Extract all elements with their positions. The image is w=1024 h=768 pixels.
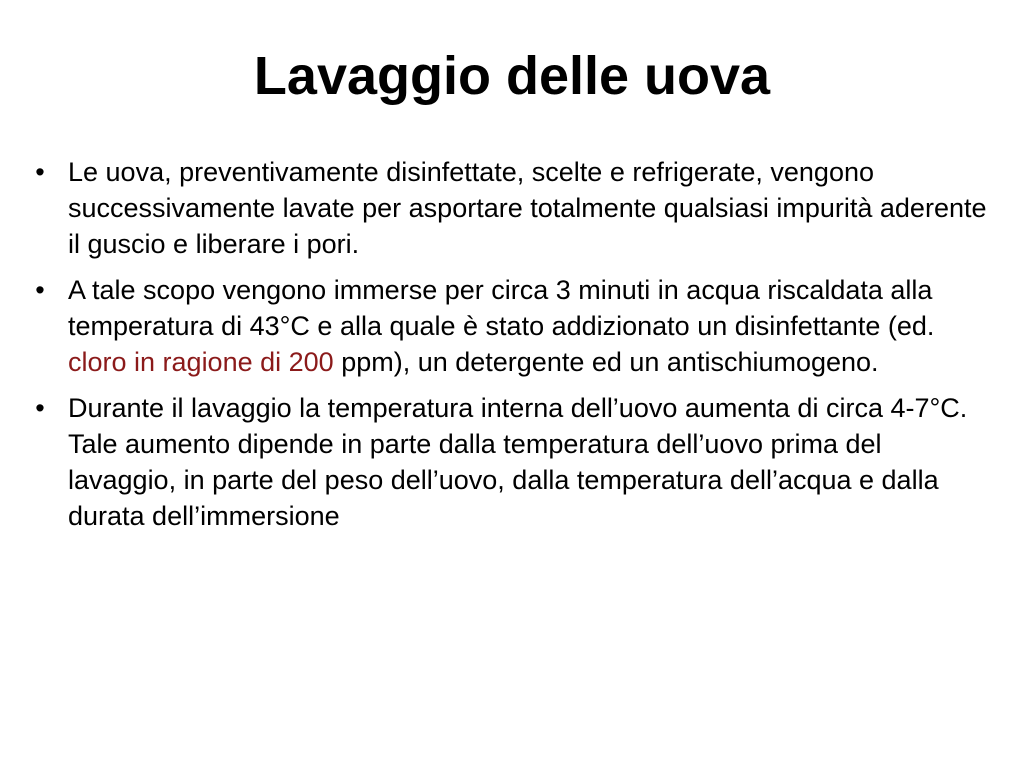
bullet-icon: • — [35, 275, 45, 305]
bullet-item-3 — [35, 390, 988, 534]
bullet-text-2-before: A tale scopo vengono immerse per circa 3 minuti in acqua riscaldata alla temperatura di 43°C e alla quale è stato addizionato un disinfettante (ed. — [68, 275, 935, 341]
bullet-text-2-after: ppm), un detergente ed un antischiumogeno. — [333, 347, 879, 377]
bullet-list — [35, 154, 988, 544]
bullet-icon: • — [35, 157, 45, 187]
bullet-item-1 — [35, 154, 988, 262]
bullet-item-2 — [35, 272, 988, 380]
bullet-text-1: Le uova, preventivamente disinfettate, scelte e refrigerate, vengono successivamente lavate per asportare totalmente qualsiasi impurità aderente il guscio e liberare i pori. — [68, 157, 987, 259]
bullet-text-2-highlight: cloro in ragione di 200 — [68, 347, 334, 377]
bullet-icon: • — [35, 393, 45, 423]
slide-title: Lavaggio delle uova — [253, 46, 771, 106]
bullet-text-3: Durante il lavaggio la temperatura interna dell’uovo aumenta di circa 4-7°C. Tale aumento dipende in parte dalla temperatura dell’uovo prima del lavaggio, in parte del peso dell’uovo, dalla temperatura dell’acqua e dalla durata dell’immersione — [68, 393, 968, 531]
